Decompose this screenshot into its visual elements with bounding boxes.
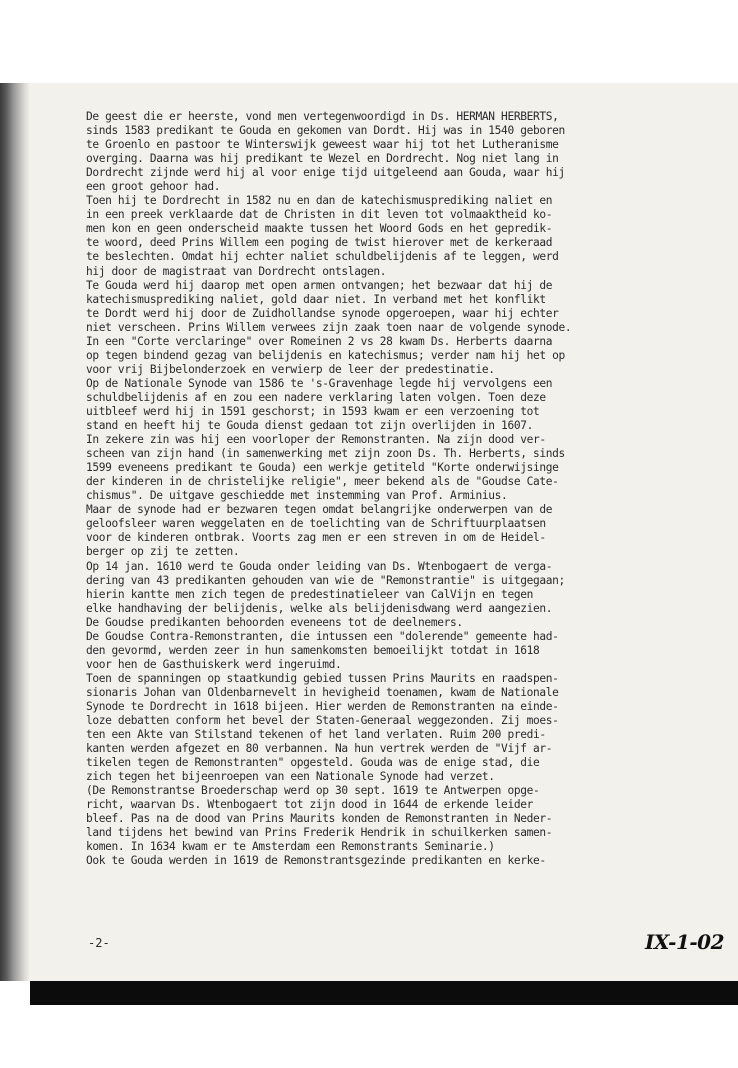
text-line: geloofsleer waren weggelaten en de toelichting van de Schriftuurplaatsen bbox=[86, 517, 546, 531]
text-line: te Dordt werd hij door de Zuidhollandse synode opgeroepen, waar hij echter bbox=[86, 306, 559, 320]
text-line: der kinderen in de christelijke religie", meer bekend als de "Goudse Cate- bbox=[86, 475, 559, 489]
text-line: stand en heeft hij te Gouda dienst gedaan tot zijn overlijden in 1607. bbox=[86, 419, 533, 433]
text-line: In zekere zin was hij een voorloper der Remonstranten. Na zijn dood ver- bbox=[86, 433, 546, 447]
page-binding-shadow bbox=[0, 83, 30, 981]
text-line: In een "Corte verclaringe" over Romeinen 2 vs 28 kwam Ds. Herberts daarna bbox=[86, 334, 553, 348]
text-line: overging. Daarna was hij predikant te Wezel en Dordrecht. Nog niet lang in bbox=[86, 152, 559, 166]
text-line: sinds 1583 predikant te Gouda en gekomen van Dordt. Hij was in 1540 geboren bbox=[86, 124, 565, 138]
text-line: scheen van zijn hand (in samenwerking met zijn zoon Ds. Th. Herberts, sinds bbox=[86, 447, 565, 461]
text-line: dering van 43 predikanten gehouden van wie de "Remonstrantie" is uitgegaan; bbox=[86, 573, 565, 587]
archive-code: IX-1-02 bbox=[645, 930, 725, 954]
text-line: Op 14 jan. 1610 werd te Gouda onder leiding van Ds. Wtenbogaert de verga- bbox=[86, 559, 553, 573]
text-line: De Goudse Contra-Remonstranten, die intussen een "dolerende" gemeente had- bbox=[86, 629, 559, 643]
text-line: De geest die er heerste, vond men vertegenwoordigd in Ds. HERMAN HERBERTS, bbox=[86, 110, 559, 123]
text-line: Toen de spanningen op staatkundig gebied tussen Prins Maurits en raadspen- bbox=[86, 671, 559, 685]
body-text bbox=[86, 110, 686, 869]
scan-border-bar bbox=[30, 981, 738, 1005]
text-line: Dordrecht zijnde werd hij al voor enige tijd uitgeleend aan Gouda, waar hij bbox=[86, 166, 565, 180]
text-line: elke handhaving der belijdenis, welke als belijdenisdwang werd aangezien. bbox=[86, 601, 553, 615]
text-line: bleef. Pas na de dood van Prins Maurits konden de Remonstranten in Neder- bbox=[86, 812, 553, 826]
text-line: land tijdens het bewind van Prins Frederik Hendrik in schuilkerken samen- bbox=[86, 826, 553, 840]
text-line: een groot gehoor had. bbox=[86, 180, 221, 194]
text-line: Op de Nationale Synode van 1586 te 's-Gravenhage legde hij vervolgens een bbox=[86, 376, 553, 390]
text-line: zich tegen het bijeenroepen van een Nationale Synode had verzet. bbox=[86, 770, 495, 784]
text-line: berger op zij te zetten. bbox=[86, 545, 240, 559]
text-line: te woord, deed Prins Willem een poging de twist hierover met de kerkeraad bbox=[86, 236, 553, 250]
text-line: hierin kantte men zich tegen de predestinatieleer van CalVijn en tegen bbox=[86, 587, 533, 601]
page-number: -2- bbox=[88, 936, 110, 950]
text-line: te beslechten. Omdat hij echter naliet schuldbelijdenis af te leggen, werd bbox=[86, 250, 559, 264]
text-line: Synode te Dordrecht in 1618 bijeen. Hier werden de Remonstranten na einde- bbox=[86, 699, 559, 713]
text-line: voor hen de Gasthuiskerk werd ingeruimd. bbox=[86, 657, 342, 671]
text-line: loze debatten conform het bevel der Staten-Generaal weggezonden. Zij moes- bbox=[86, 714, 559, 728]
text-line: schuldbelijdenis af en zou een nadere verklaring laten volgen. Toen deze bbox=[86, 390, 546, 404]
text-line: te Groenlo en pastoor te Winterswijk geweest waar hij tot het Lutheranisme bbox=[86, 138, 559, 152]
text-line: Maar de synode had er bezwaren tegen omdat belangrijke onderwerpen van de bbox=[86, 503, 553, 517]
text-line: men kon en geen onderscheid maakte tussen het Woord Gods en het gepredik- bbox=[86, 222, 553, 236]
text-line: De Goudse predikanten behoorden eveneens tot de deelnemers. bbox=[86, 615, 463, 629]
text-line: richt, waarvan Ds. Wtenbogaert tot zijn dood in 1644 de erkende leider bbox=[86, 798, 533, 812]
text-line: 1599 eveneens predikant te Gouda) een werkje getiteld "Korte onderwijsinge bbox=[86, 461, 559, 475]
text-line: kanten werden afgezet en 80 verbannen. Na hun vertrek werden de "Vijf ar- bbox=[86, 742, 553, 756]
text-line: chismus". De uitgave geschiedde met instemming van Prof. Arminius. bbox=[86, 489, 508, 503]
text-line: katechismusprediking naliet, gold daar niet. In verband met het konflikt bbox=[86, 292, 546, 306]
text-line: in een preek verklaarde dat de Christen in dit leven tot volmaaktheid ko- bbox=[86, 208, 553, 222]
text-line: Te Gouda werd hij daarop met open armen ontvangen; het bezwaar dat hij de bbox=[86, 278, 553, 292]
text-line: den gevormd, werden zeer in hun samenkomsten bemoeilijkt totdat in 1618 bbox=[86, 643, 540, 657]
text-line: Toen hij te Dordrecht in 1582 nu en dan de katechismusprediking naliet en bbox=[86, 194, 553, 208]
text-line: voor de kinderen ontbrak. Voorts zag men er een streven in om de Heidel- bbox=[86, 531, 546, 545]
text-line: komen. In 1634 kwam er te Amsterdam een Remonstrants Seminarie.) bbox=[86, 840, 495, 854]
text-line: ten een Akte van Stilstand tekenen of het land verlaten. Ruim 200 predi- bbox=[86, 728, 546, 742]
text-line: sionaris Johan van Oldenbarnevelt in hevigheid toenamen, kwam de Nationale bbox=[86, 685, 559, 699]
text-line: (De Remonstrantse Broederschap werd op 30 sept. 1619 te Antwerpen opge- bbox=[86, 784, 540, 798]
text-line: tikelen tegen de Remonstranten" opgesteld. Gouda was de enige stad, die bbox=[86, 756, 540, 770]
text-line: voor vrij Bijbelonderzoek en verwierp de leer der predestinatie. bbox=[86, 362, 495, 376]
text-line: op tegen bindend gezag van belijdenis en katechismus; verder nam hij het op bbox=[86, 348, 565, 362]
text-line: uitbleef werd hij in 1591 geschorst; in 1593 kwam er een verzoening tot bbox=[86, 404, 540, 418]
text-line: niet verscheen. Prins Willem verwees zijn zaak toen naar de volgende synode. bbox=[86, 320, 572, 334]
text-line: hij door de magistraat van Dordrecht ontslagen. bbox=[86, 264, 387, 278]
text-line: Ook te Gouda werden in 1619 de Remonstrantsgezinde predikanten en kerke- bbox=[86, 854, 546, 868]
